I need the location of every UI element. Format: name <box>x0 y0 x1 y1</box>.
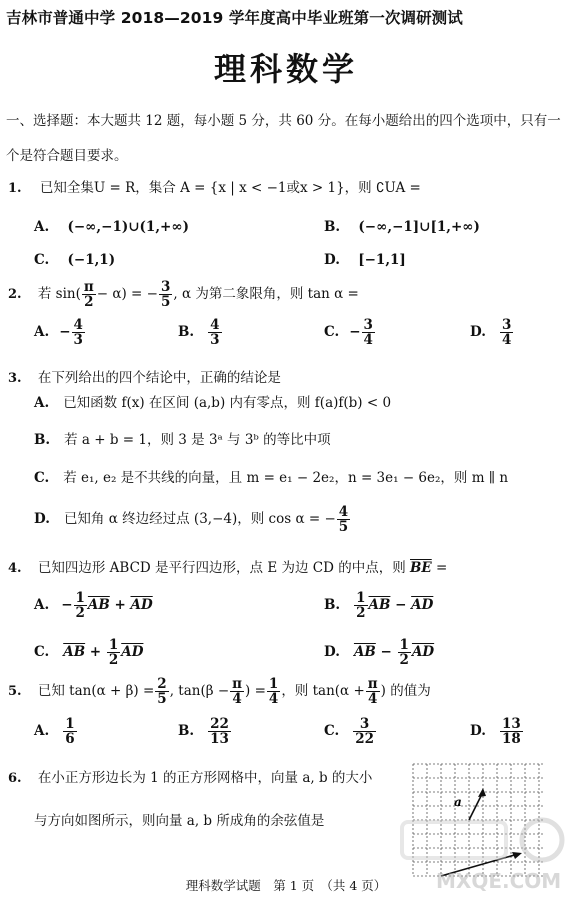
exam-header: 吉林市普通中学 2018—2019 学年度高中毕业班第一次调研测试 <box>6 9 463 27</box>
option-value: (−∞,−1]∪[1,+∞) <box>358 219 480 235</box>
option-letter: D. <box>324 252 340 268</box>
q3-option-d: D. 已知角 α 终边经过点 (3,−4)，则 cos α = − $\frac{4}{5}$ <box>34 504 349 536</box>
q3-option-a: A. 已知函数 f(x) 在区间 (a,b) 内有零点，则 f(a)f(b) < 0 <box>34 395 392 411</box>
vector-be: $\overline{BE}$ <box>410 560 432 576</box>
q3-option-b: B. 若 a + b = 1，则 3 是 3ᵃ 与 3ᵇ 的等比中项 <box>34 432 331 448</box>
question-2 <box>8 280 359 309</box>
q1-option-c <box>34 252 115 268</box>
fraction: $\frac{3}{5}$ <box>160 279 171 311</box>
question-number: 6. <box>8 771 22 786</box>
svg-text:MXQE.COM: MXQE.COM <box>436 869 562 893</box>
question-text-part: , α 为第二象限角，则 tan α = <box>173 286 359 303</box>
q3-option-c: C. 若 e₁, e₂ 是不共线的向量，且 m = e₁ − 2e₂，n = 3e₁ − 6e₂，则 m ∥ n <box>34 470 509 486</box>
question-text-part: 已知四边形 ABCD 是平行四边形，点 E 为边 CD 的中点，则 <box>37 560 406 576</box>
option-value: (−1,1) <box>67 252 116 268</box>
vector-a-label: a <box>454 795 462 809</box>
question-number: 2. <box>8 287 22 303</box>
option-letter: B. <box>324 219 341 235</box>
q5-option-a: A. $\frac{1}{6}$ <box>34 716 75 748</box>
question-number: 4. <box>8 561 22 576</box>
q2-option-b: B. $\frac{4}{3}$ <box>178 317 220 349</box>
question-5: 5. 已知 tan(α + β) = $\frac{2}{5}$ , tan(β − $\frac{\pi}{4}$ ) = $\frac{1}{4}$ ，则 tan(α + $\frac{\pi}{4}$ ) 的值为 <box>8 676 431 708</box>
question-text: 已知全集U = R，集合 A = {x | x < −1或x > 1}，则 ∁UA = <box>39 180 421 196</box>
q2-option-c: C. − $\frac{3}{4}$ <box>324 317 373 349</box>
q4-option-a: A. − $\frac{1}{2}$ $\overline{AB} + \overline{AD}$ <box>34 590 153 622</box>
question-number: 3. <box>8 371 22 386</box>
vector-b-arrow <box>441 854 518 876</box>
exam-title: 理科数学 <box>213 50 358 88</box>
q1-option-a <box>34 219 189 235</box>
q4-option-c: C. $\overline{AB}$ + $\frac{1}{2}$ $\overline{AD}$ <box>34 637 144 669</box>
question-text-part: 若 sin( <box>37 286 81 303</box>
question-1 <box>8 176 421 196</box>
question-text: 在小正方形边长为 1 的正方形网格中，向量 a, b 的大小 <box>37 770 373 786</box>
question-6-line2: 与方向如图所示，则向量 a, b 所成角的余弦值是 <box>34 813 325 829</box>
question-text-part: − α) = − <box>96 286 158 303</box>
question-4: 4. 已知四边形 ABCD 是平行四边形，点 E 为边 CD 的中点，则 $\overline{BE}$ = <box>8 560 448 576</box>
option-letter: A. <box>34 219 50 235</box>
q2-option-a: A. − $\frac{4}{3}$ <box>34 317 83 349</box>
option-letter: C. <box>34 252 50 268</box>
fraction: $\frac{\pi}{2}$ <box>83 279 94 311</box>
option-value: (−∞,−1)∪(1,+∞) <box>67 219 189 235</box>
page-footer: 理科数学试题 第 1 页 （共 4 页） <box>185 878 387 893</box>
q1-option-b <box>324 219 480 235</box>
question-number: 5. <box>8 684 22 700</box>
option-value: [−1,1] <box>358 252 406 268</box>
q2-option-d: D. $\frac{3}{4}$ <box>470 317 512 349</box>
question-3 <box>8 366 281 386</box>
question-number: 1. <box>8 181 22 196</box>
section-instructions: 一、选择题：本大题共 12 题，每小题 5 分，共 60 分。在每小题给出的四个选项中，只有一个是符合题目要求。 <box>6 113 561 164</box>
q4-option-d: D. $\overline{AB}$ − $\frac{1}{2}$ $\overline{AD}$ <box>324 637 435 669</box>
q5-option-c: C. $\frac{3}{22}$ <box>324 716 375 748</box>
q1-option-d <box>324 252 406 268</box>
question-6 <box>8 766 372 786</box>
q4-option-b: B. $\frac{1}{2}$ $\overline{AB} - \overline{AD}$ <box>324 590 434 622</box>
vector-grid-figure <box>408 760 548 880</box>
q5-option-b: B. $\frac{22}{13}$ <box>178 716 229 748</box>
question-text: 在下列给出的四个结论中，正确的结论是 <box>37 370 281 386</box>
q5-option-d: D. $\frac{13}{18}$ <box>470 716 521 748</box>
